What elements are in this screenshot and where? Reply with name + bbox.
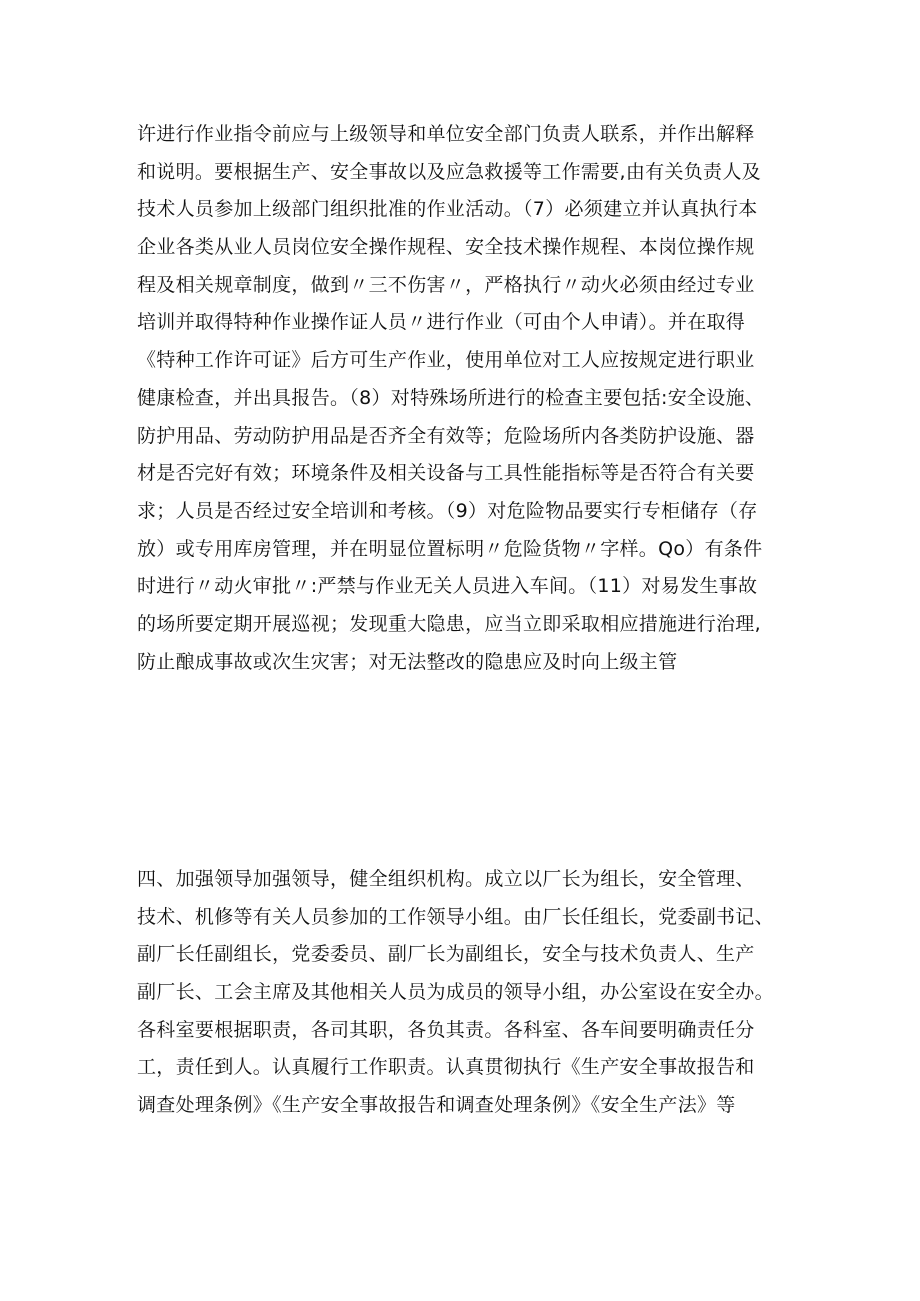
text-line: 各科室要根据职责，各司其职，各负其责。各科室、各车间要明确责任分 (137, 1018, 755, 1041)
text-line: 培训并取得特种作业操作证人员〃进行作业（可由个人申请）。并在取得 (137, 311, 746, 334)
text-line: 调查处理条例》《生产安全事故报告和调查处理条例》《安全生产法》等 (137, 1094, 736, 1117)
text-line: 工，责任到人。认真履行工作职责。认真贯彻执行《生产安全事故报告和 (137, 1056, 755, 1079)
text-line: 副厂长任副组长，党委委员、副厂长为副组长，安全与技术负责人、生产 (137, 943, 755, 966)
text-line: 的场所要定期开展巡视；发现重大隐患，应当立即采取相应措施进行治理, (137, 612, 761, 635)
text-line: 健康检查，并出具报告。（8）对特殊场所进行的检查主要包括:安全设施、 (137, 386, 765, 409)
text-line: 和说明。要根据生产、安全事故以及应急救援等工作需要,由有关负责人及 (137, 160, 761, 183)
text-line: 材是否完好有效；环境条件及相关设备与工具性能指标等是否符合有关要 (137, 462, 755, 485)
text-line: 副厂长、工会主席及其他相关人员为成员的领导小组，办公室设在安全办。 (137, 981, 774, 1004)
text-line: 许进行作业指令前应与上级领导和单位安全部门负责人联系，并作出解释 (137, 123, 755, 145)
text-line: 《特种工作许可证》后方可生产作业，使用单位对工人应按规定进行职业 (137, 349, 755, 372)
text-line: 技术、机修等有关人员参加的工作领导小组。由厂长任组长，党委副书记、 (137, 905, 774, 928)
text-line: 程及相关规章制度，做到〃三不伤害〃，严格执行〃动火必须由经过专业 (137, 273, 755, 296)
text-line: 时进行〃动火审批〃:严禁与作业无关人员进入车间。（11）对易发生事故 (137, 575, 758, 598)
text-line: 放）或专用库房管理，并在明显位置标明〃危险货物〃字样。Qo）有条件 (137, 537, 763, 560)
text-line: 求；人员是否经过安全培训和考核。（9）对危险物品要实行专柜储存（存 (137, 499, 758, 522)
paragraph-safety-measures (137, 116, 764, 681)
text-line: 技术人员参加上级部门组织批准的作业活动。（7）必须建立并认真执行本 (137, 198, 758, 221)
text-line: 防止酿成事故或次生灾害；对无法整改的隐患应及时向上级主管 (137, 650, 678, 673)
paragraph-leadership-organization (137, 861, 774, 1125)
text-line: 企业各类从业人员岗位安全操作规程、安全技术操作规程、本岗位操作规 (137, 236, 755, 259)
text-line: 四、加强领导加强领导，健全组织机构。成立以厂长为组长，安全管理、 (137, 868, 755, 890)
text-line: 防护用品、劳动防护用品是否齐全有效等；危险场所内各类防护设施、器 (137, 424, 755, 447)
